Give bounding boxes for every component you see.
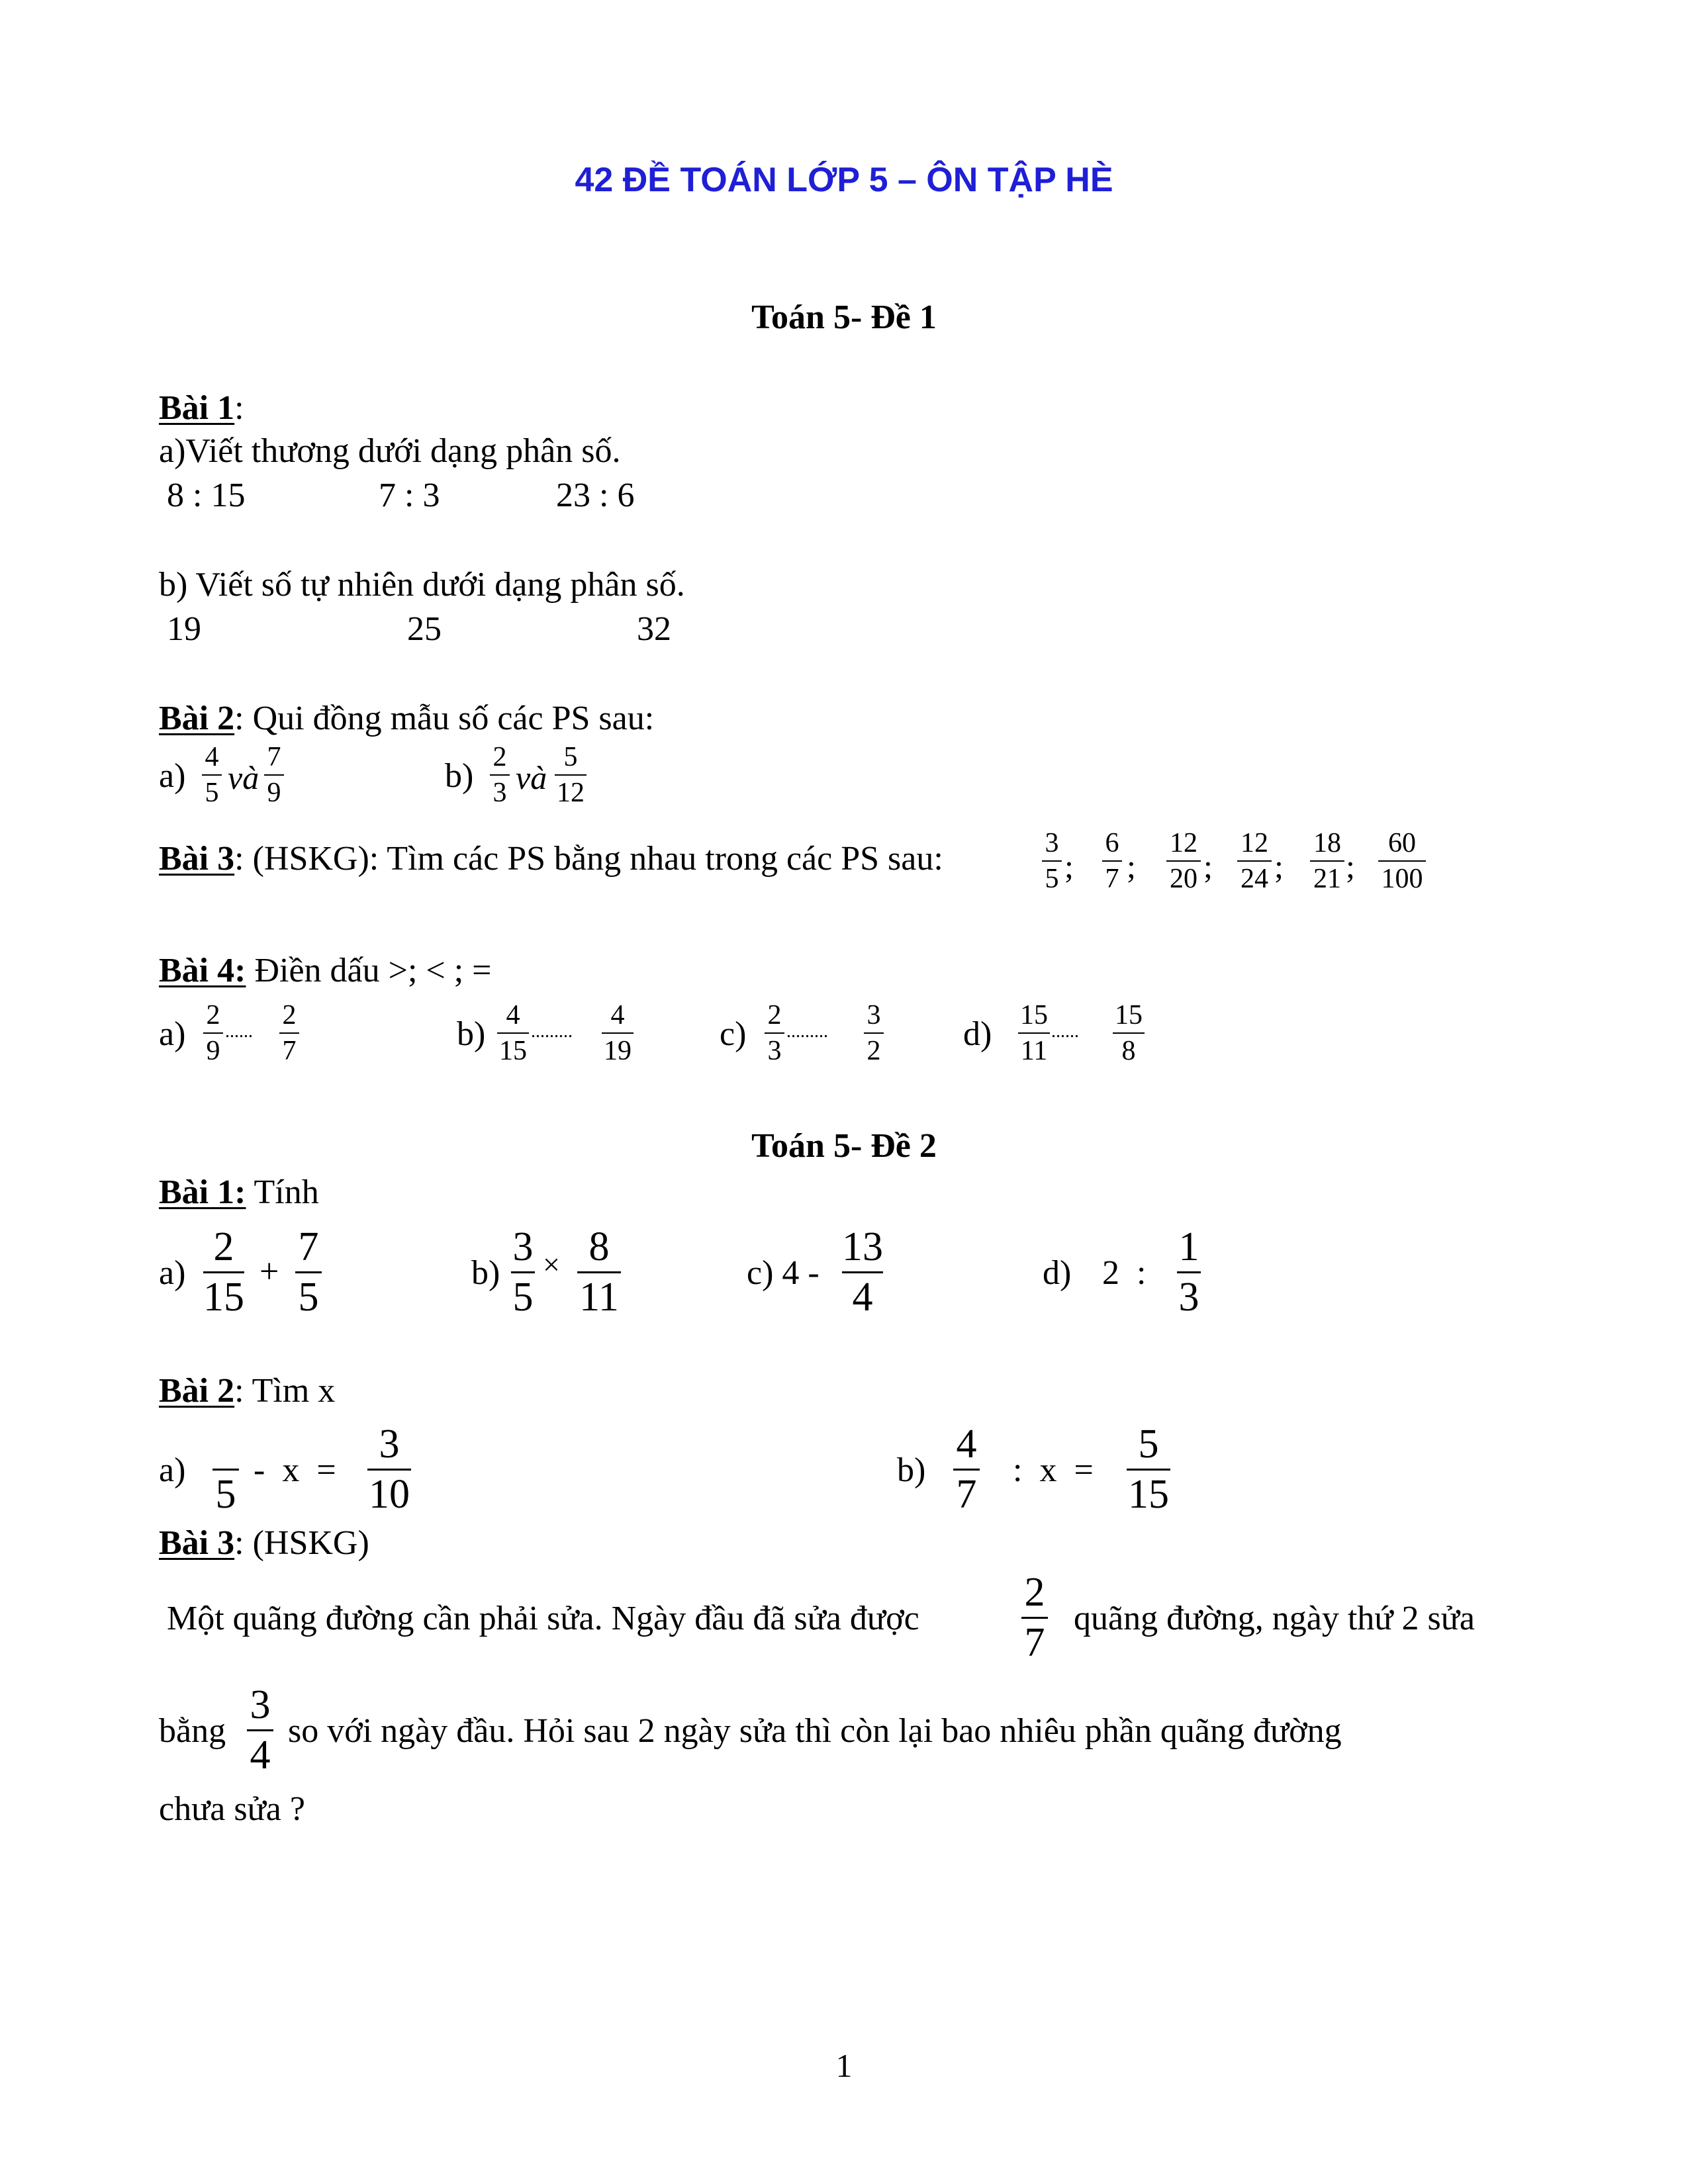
de1-bai4-heading bbox=[159, 954, 492, 988]
de2-heading: Toán 5- Đề 2 bbox=[751, 1127, 937, 1165]
de2-bai1-label: Bài 1: bbox=[159, 1173, 246, 1211]
de1-bai4-a-dots: ...... bbox=[225, 1021, 253, 1042]
de2-bai3-line3: chưa sửa ? bbox=[159, 1790, 305, 1828]
page-number: 1 bbox=[835, 2047, 853, 2084]
de1-bai3-sep-4: ; bbox=[1274, 848, 1284, 885]
de1-bai1-b-item-1: 19 bbox=[167, 610, 201, 648]
de2-bai3-text: : (HSKG) bbox=[234, 1524, 369, 1562]
de1-bai4-d-dots: ...... bbox=[1051, 1021, 1079, 1042]
de1-heading: Toán 5- Đề 1 bbox=[751, 298, 937, 336]
de1-bai2-a-prefix: a) bbox=[159, 757, 186, 795]
de2-bai2-a-prefix: a) bbox=[159, 1451, 186, 1489]
de1-bai2-heading bbox=[159, 702, 654, 736]
document-title: 42 ĐỀ TOÁN LỚP 5 – ÔN TẬP HÈ bbox=[575, 161, 1113, 199]
de2-bai3-line1-a: Một quãng đường cần phải sửa. Ngày đầu đã sửa được bbox=[167, 1600, 919, 1637]
de2-bai2-heading bbox=[159, 1374, 335, 1408]
de2-bai2-b-mid: : x = bbox=[1013, 1451, 1094, 1489]
de1-bai2-text: : Qui đồng mẫu số các PS sau: bbox=[234, 700, 655, 737]
de1-bai3-heading bbox=[159, 842, 943, 876]
de2-bai1-c-prefix: c) 4 - bbox=[747, 1254, 820, 1292]
de1-bai4-d-prefix: d) bbox=[963, 1015, 992, 1053]
de1-bai3-sep-1: ; bbox=[1064, 848, 1074, 885]
de1-bai4-a-prefix: a) bbox=[159, 1015, 186, 1053]
de1-bai4-c-dots: ......... bbox=[786, 1021, 828, 1042]
de1-bai1-heading bbox=[159, 391, 244, 426]
de1-bai2-a-va: và bbox=[228, 759, 259, 796]
de1-bai1-colon: : bbox=[234, 389, 244, 427]
de2-bai1-b-op: × bbox=[543, 1248, 560, 1281]
de2-bai3-label: Bài 3 bbox=[159, 1524, 235, 1562]
de1-bai1-a-item-3: 23 : 6 bbox=[556, 477, 635, 514]
de1-bai3-sep-2: ; bbox=[1127, 848, 1136, 885]
de1-bai1-a-text: a)Viết thương dưới dạng phân số. bbox=[159, 432, 621, 470]
de2-bai1-d-expr: 2 : bbox=[1102, 1254, 1147, 1292]
de1-bai1-b-item-3: 32 bbox=[637, 610, 671, 648]
de1-bai4-b-prefix: b) bbox=[457, 1015, 486, 1053]
de2-bai1-heading bbox=[159, 1175, 319, 1210]
de2-bai1-d-prefix: d) bbox=[1043, 1254, 1072, 1292]
de2-bai3-line2-a: bằng bbox=[159, 1712, 226, 1750]
de1-bai1-label: Bài 1 bbox=[159, 389, 235, 427]
de2-bai3-line1-b: quãng đường, ngày thứ 2 sửa bbox=[1074, 1600, 1475, 1637]
de2-bai2-a-mid: - x = bbox=[254, 1451, 336, 1489]
de2-bai2-text: : Tìm x bbox=[234, 1372, 336, 1410]
de1-bai1-b-text: b) Viết số tự nhiên dưới dạng phân số. bbox=[159, 566, 685, 604]
de2-bai1-text: Tính bbox=[246, 1173, 319, 1211]
de1-bai1-b-item-2: 25 bbox=[407, 610, 442, 648]
de1-bai3-sep-5: ; bbox=[1346, 848, 1355, 885]
de1-bai4-label: Bài 4: bbox=[159, 952, 246, 989]
de1-bai1-a-item-1: 8 : 15 bbox=[167, 477, 246, 514]
de1-bai3-sep-3: ; bbox=[1203, 848, 1213, 885]
de2-bai3-heading bbox=[159, 1526, 369, 1561]
de1-bai2-b-va: và bbox=[516, 759, 547, 796]
de1-bai4-c-prefix: c) bbox=[720, 1015, 747, 1053]
de2-bai2-b-prefix: b) bbox=[897, 1451, 926, 1489]
de2-bai3-line2-b: so với ngày đầu. Hỏi sau 2 ngày sửa thì còn lại bao nhiêu phần quãng đường bbox=[288, 1712, 1342, 1750]
de1-bai4-text: Điền dấu >; < ; = bbox=[246, 952, 492, 989]
de2-bai1-a-op: + bbox=[259, 1253, 279, 1291]
de2-bai2-label: Bài 2 bbox=[159, 1372, 235, 1410]
de1-bai4-b-dots: ......... bbox=[531, 1021, 573, 1042]
de1-bai3-text: : (HSKG): Tìm các PS bằng nhau trong các PS sau: bbox=[234, 840, 943, 878]
de1-bai2-b-prefix: b) bbox=[445, 757, 474, 795]
de1-bai3-label: Bài 3 bbox=[159, 840, 235, 878]
de2-bai1-b-prefix: b) bbox=[471, 1254, 500, 1292]
de1-bai1-a-item-2: 7 : 3 bbox=[379, 477, 440, 514]
de1-bai2-label: Bài 2 bbox=[159, 700, 235, 737]
de2-bai1-a-prefix: a) bbox=[159, 1254, 186, 1292]
